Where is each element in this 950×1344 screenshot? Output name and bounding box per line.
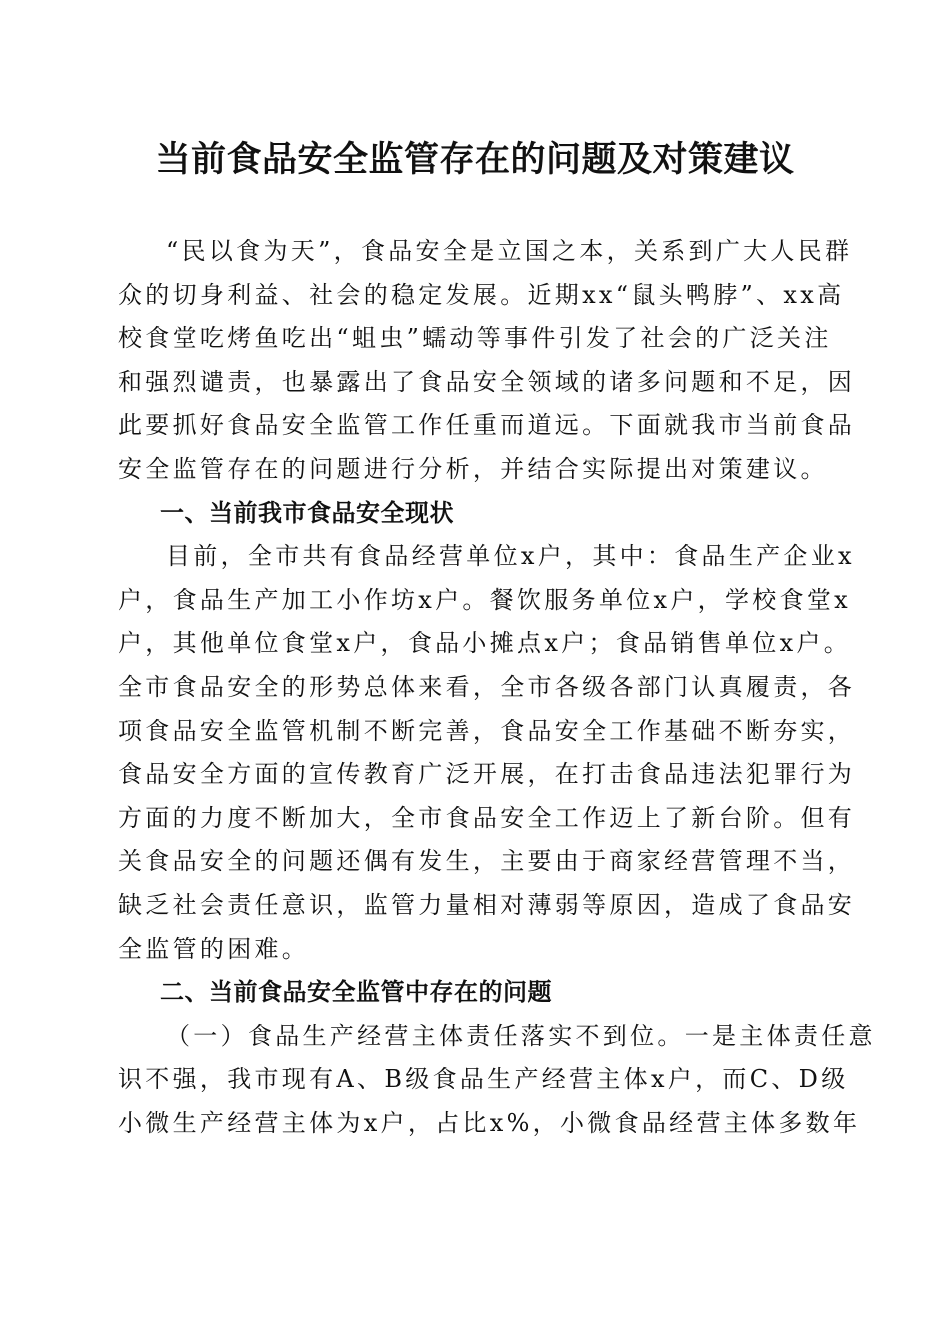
paragraph-line: 方面的力度不断加大，全市食品安全工作迈上了新台阶。但有 xyxy=(118,803,856,832)
paragraph-line: 户，其他单位食堂x户，食品小摊点x户；食品销售单位x户。 xyxy=(118,629,852,658)
paragraph-line: 食品安全方面的宣传教育广泛开展，在打击食品违法犯罪行为 xyxy=(118,760,856,789)
paragraph-line: 校食堂吃烤鱼吃出“蛆虫”蠕动等事件引发了社会的广泛关注 xyxy=(118,324,832,353)
paragraph-line: 小微生产经营主体为x户，占比x%，小微食品经营主体多数年 xyxy=(118,1108,861,1137)
document-body xyxy=(118,230,876,1145)
paragraph-line: 关食品安全的问题还偶有发生，主要由于商家经营管理不当， xyxy=(118,847,856,876)
paragraph-line: 项食品安全监管机制不断完善，食品安全工作基础不断夯实， xyxy=(118,716,856,745)
paragraph-line: （一）食品生产经营主体责任落实不到位。一是主体责任意 xyxy=(166,1021,876,1050)
paragraph-line: 全监管的困难。 xyxy=(118,934,310,963)
paragraph-line: 缺乏社会责任意识，监管力量相对薄弱等原因，造成了食品安 xyxy=(118,890,856,919)
section-heading: 二、当前食品安全监管中存在的问题 xyxy=(160,978,552,1007)
paragraph-line: 安全监管存在的问题进行分析，并结合实际提出对策建议。 xyxy=(118,454,828,483)
paragraph-line: 识不强，我市现有A、B级食品生产经营主体x户，而C、D级 xyxy=(118,1065,849,1094)
paragraph-line: 众的切身利益、社会的稳定发展。近期xx“鼠头鸭脖”、xx高 xyxy=(118,280,845,309)
paragraph-line: 全市食品安全的形势总体来看，全市各级各部门认真履责，各 xyxy=(118,672,856,701)
paragraph-line: 和强烈谴责，也暴露出了食品安全领域的诸多问题和不足，因 xyxy=(118,367,856,396)
paragraph-line: 此要抓好食品安全监管工作任重而道远。下面就我市当前食品 xyxy=(118,411,856,440)
paragraph-line: 目前，全市共有食品经营单位x户，其中：食品生产企业x xyxy=(166,542,855,571)
document-title: 当前食品安全监管存在的问题及对策建议 xyxy=(155,139,795,180)
paragraph-line: “民以食为天”，食品安全是立国之本，关系到广大人民群 xyxy=(166,237,853,265)
section-heading: 一、当前我市食品安全现状 xyxy=(160,498,454,527)
paragraph-line: 户，食品生产加工小作坊x户。餐饮服务单位x户，学校食堂x xyxy=(118,585,852,614)
